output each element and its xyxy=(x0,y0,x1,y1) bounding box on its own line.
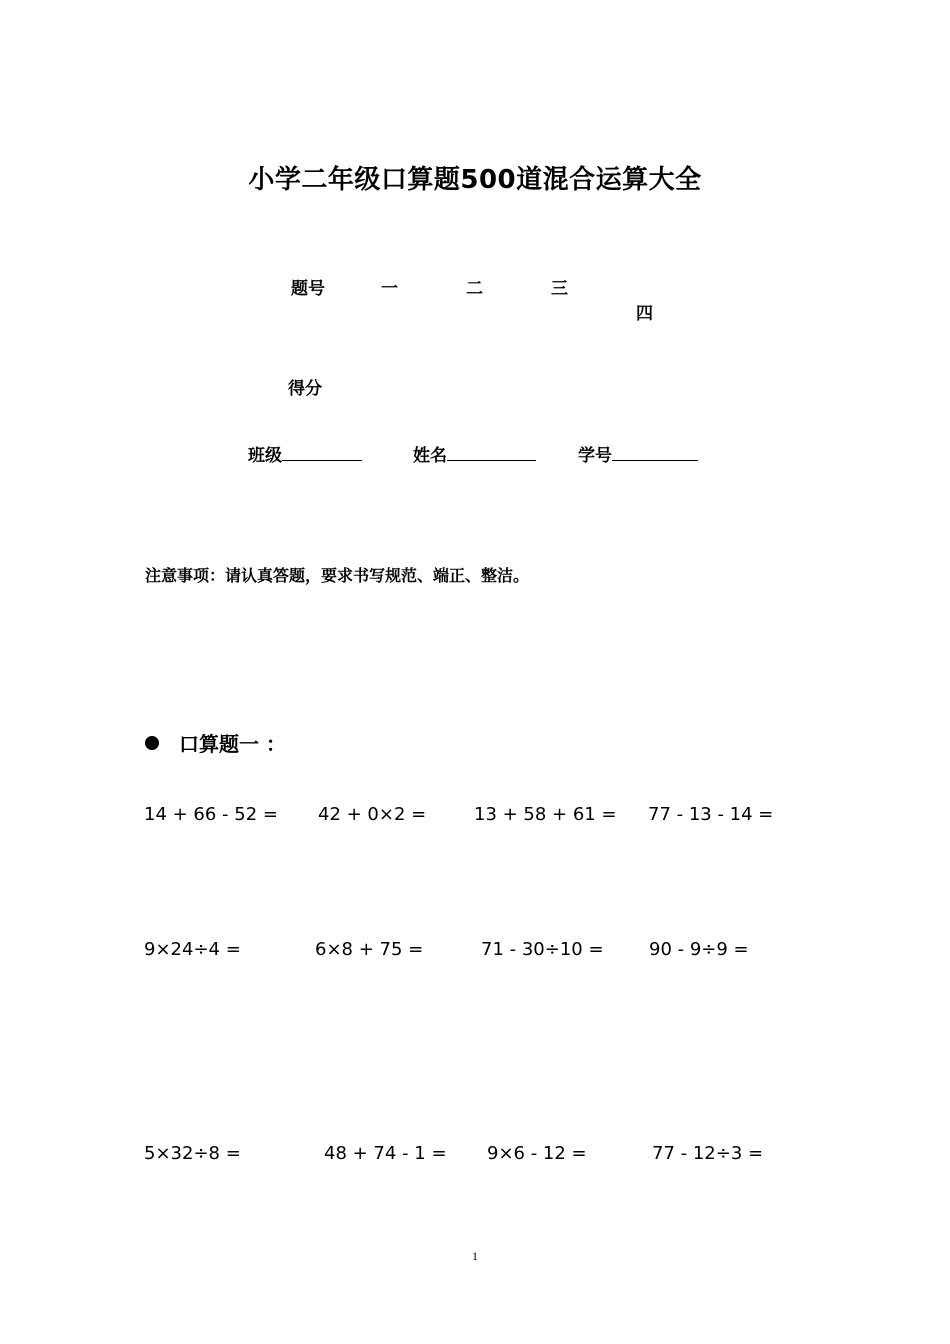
notice-text: 注意事项：请认真答题，要求书写规范、端正、整洁。 xyxy=(145,566,530,585)
name-label: 姓名 xyxy=(413,446,447,466)
column-two: 二 xyxy=(466,279,483,299)
problem-1-4: 77 - 13 - 14 = xyxy=(648,804,774,825)
page-title: 小学二年级口算题500道混合运算大全 xyxy=(248,165,702,195)
section-heading xyxy=(145,734,286,754)
problem-3-4: 77 - 12÷3 = xyxy=(652,1143,764,1164)
question-number-label: 题号 xyxy=(291,279,325,299)
problem-1-1: 14 + 66 - 52 = xyxy=(144,804,278,825)
problem-1-2: 42 + 0×2 = xyxy=(318,804,427,825)
class-field[interactable] xyxy=(248,444,362,465)
column-one: 一 xyxy=(381,279,398,299)
problem-1-3: 13 + 58 + 61 = xyxy=(474,804,617,825)
problem-3-2: 48 + 74 - 1 = xyxy=(324,1143,447,1164)
problem-2-1: 9×24÷4 = xyxy=(144,939,241,960)
problem-2-4: 90 - 9÷9 = xyxy=(649,939,749,960)
problem-3-3: 9×6 - 12 = xyxy=(487,1143,587,1164)
section-heading-text: 口算题一 ： xyxy=(179,732,286,756)
problem-2-2: 6×8 + 75 = xyxy=(315,939,424,960)
student-id-label: 学号 xyxy=(578,446,612,466)
student-id-blank[interactable] xyxy=(612,444,698,461)
name-blank[interactable] xyxy=(447,444,536,461)
problem-2-3: 71 - 30÷10 = xyxy=(481,939,604,960)
problem-3-1: 5×32÷8 = xyxy=(144,1143,241,1164)
name-field[interactable] xyxy=(413,444,536,465)
class-blank[interactable] xyxy=(282,444,362,461)
score-label: 得分 xyxy=(288,379,322,399)
student-id-field[interactable] xyxy=(578,444,698,465)
bullet-icon xyxy=(145,736,159,750)
class-label: 班级 xyxy=(248,446,282,466)
page-number: 1 xyxy=(472,1249,478,1263)
column-three: 三 xyxy=(551,279,568,299)
column-four: 四 xyxy=(636,304,653,324)
